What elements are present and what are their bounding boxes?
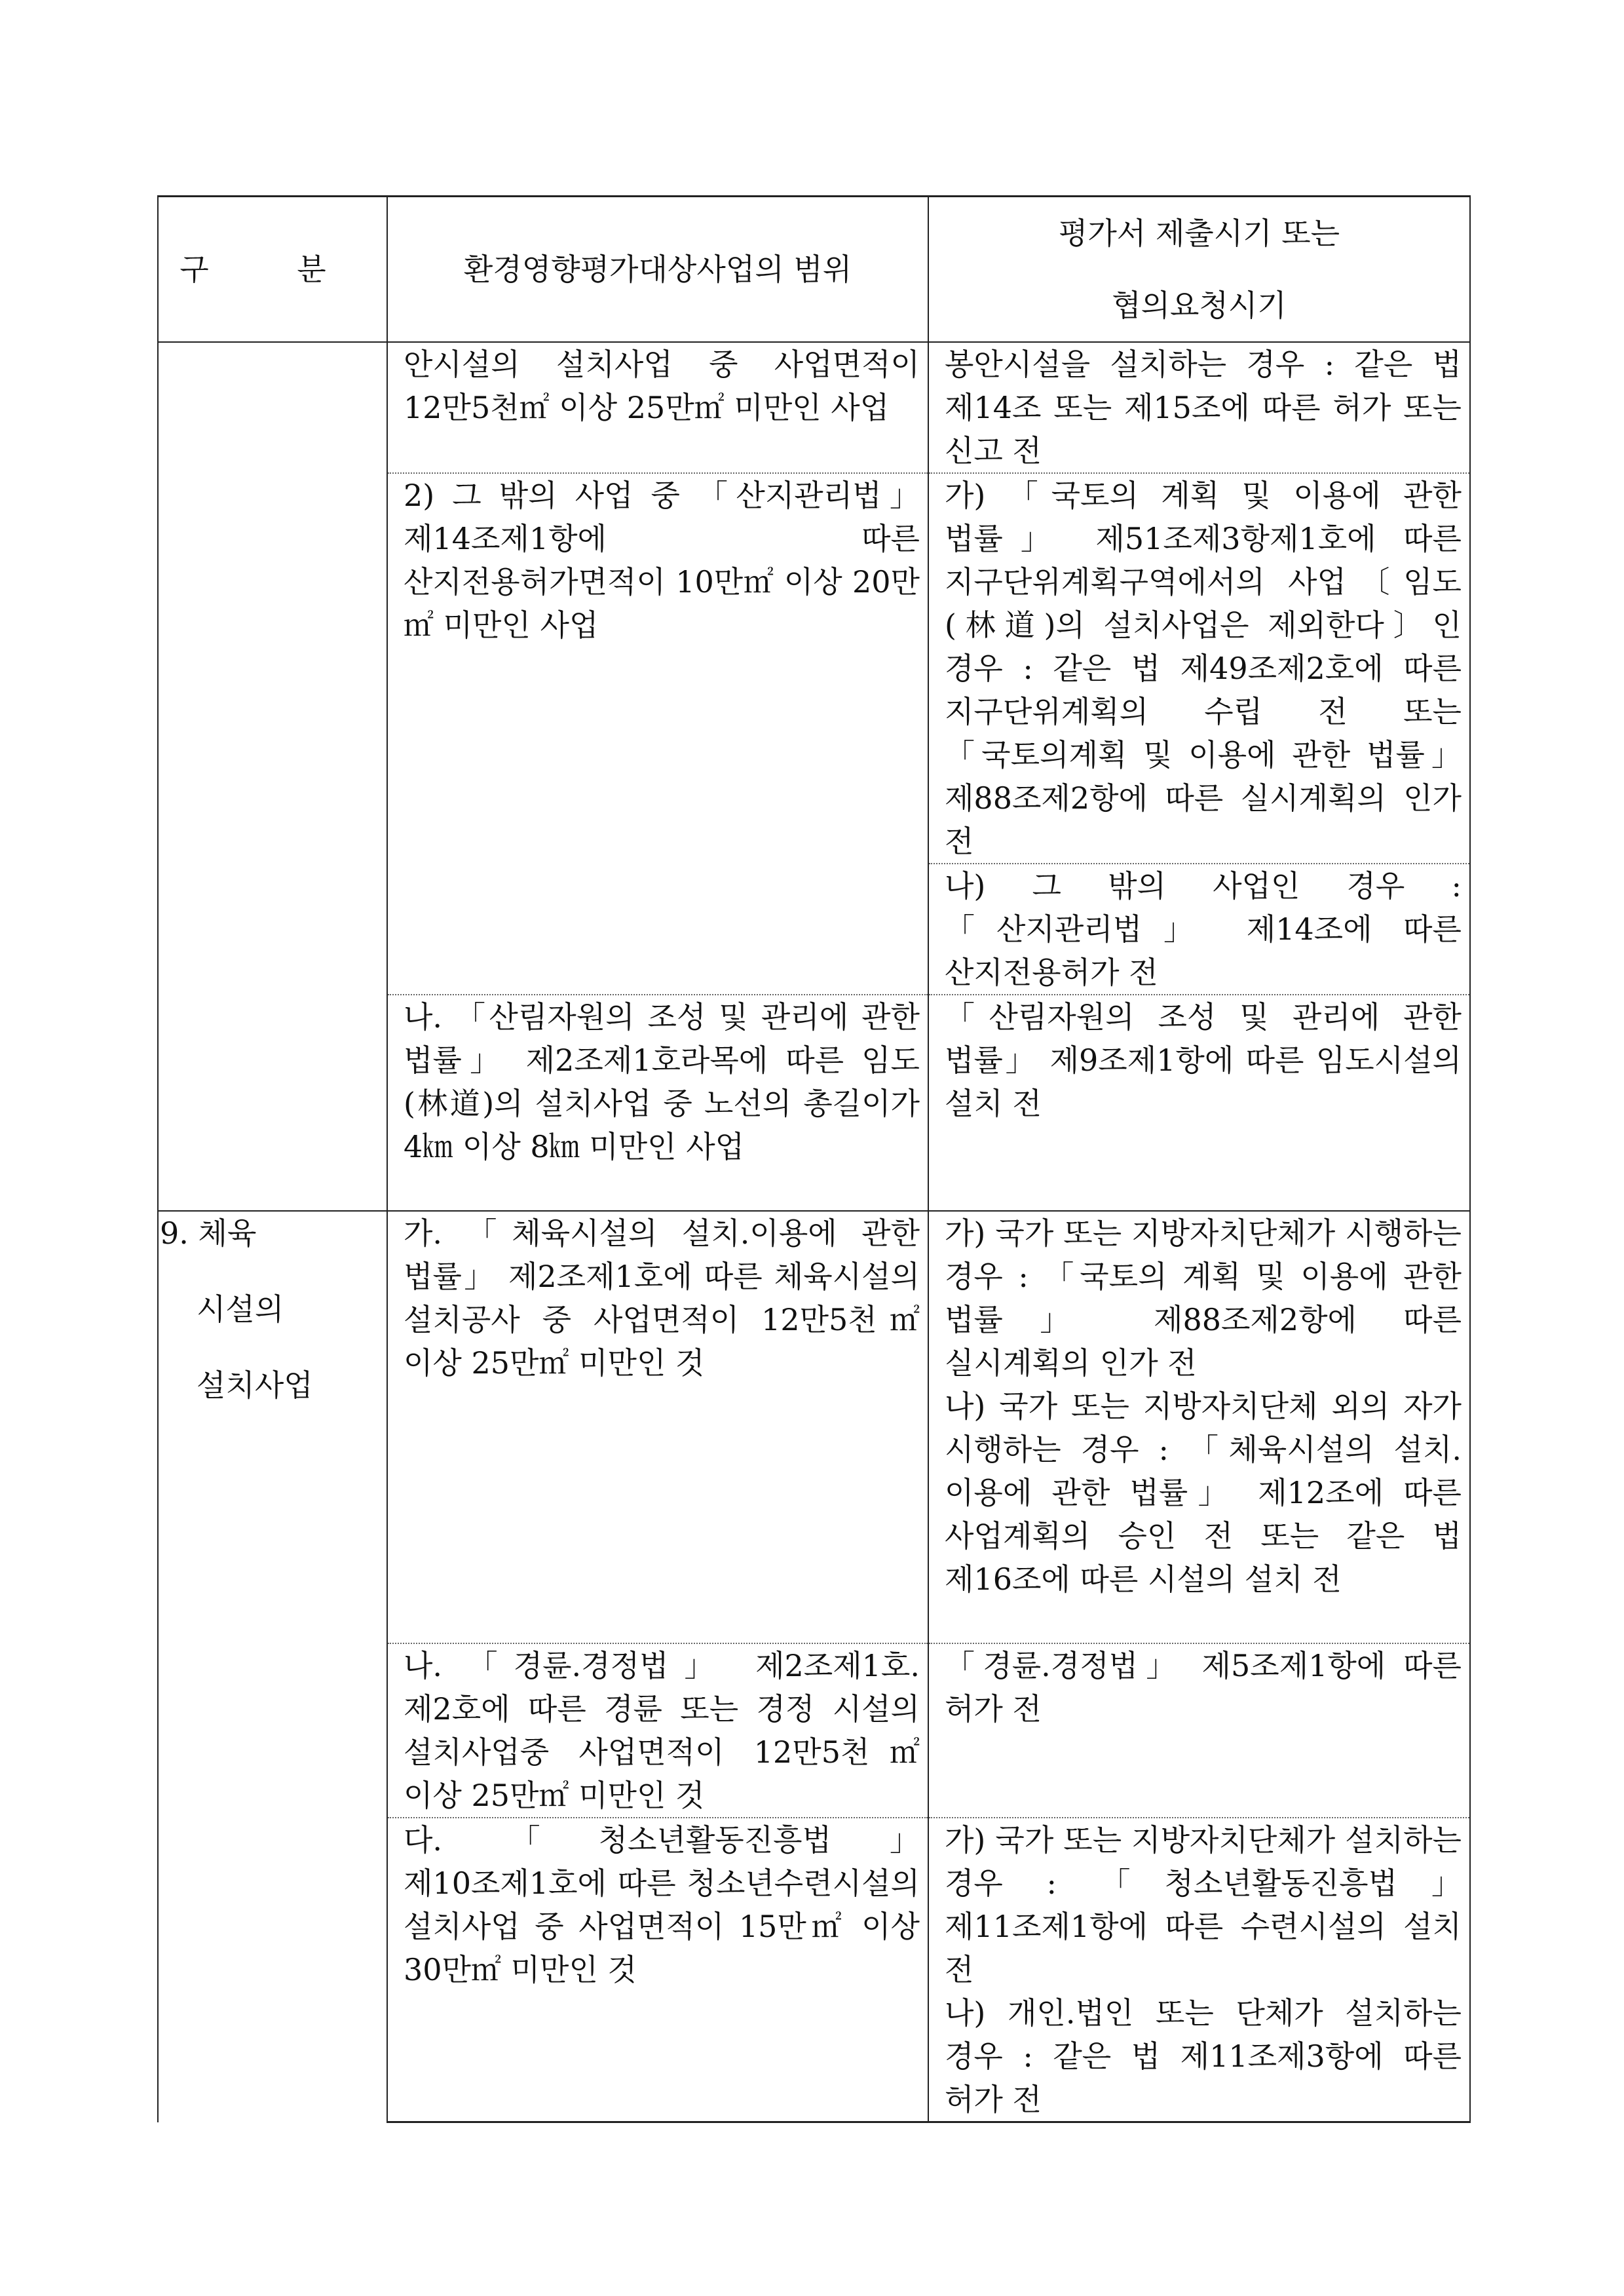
timing-item: 가) 국가 또는 지방자치단체가 설치하는 경우 : 「청소년활동진흥법」 제11조제1항에 따른 수련시설의 설치 전 (945, 1822, 1462, 1987)
scope-cell: 나. 「산림자원의 조성 및 관리에 관한 법률」 제2조제1호라목에 따른 임도(林道)의 설치사업 중 노선의 총길이가 4㎞ 이상 8㎞ 미만인 사업 (387, 995, 928, 1211)
timing-cell: 가) 「국토의 계획 및 이용에 관한 법률」 제51조제3항제1호에 따른 지구단위계획구역에서의 사업〔임도(林道)의 설치사업은 제외한다〕인 경우 : 같은 법 제49조제2호에 따른 지구단위계획의 수립 전 또는 「국토의계획 및 이용에 관한 법률」 제88조제2항에 따른 실시계획의 인가 전 (928, 473, 1470, 864)
table-row (158, 342, 1470, 473)
category-line: 9. 체육 (160, 1215, 257, 1251)
header-timing (928, 197, 1470, 343)
table-row (158, 1211, 1470, 1643)
scope-cell: 2) 그 밖의 사업 중 「산지관리법」 제14조제1항에 따른 산지전용허가면적이 10만㎡ 이상 20만㎡ 미만인 사업 (387, 473, 928, 995)
header-scope (387, 197, 928, 343)
timing-cell: 봉안시설을 설치하는 경우 : 같은 법 제14조 또는 제15조에 따른 허가 또는 신고 전 (928, 342, 1470, 473)
category-cell-empty (158, 342, 387, 1211)
timing-item: 나) 개인.법인 또는 단체가 설치하는 경우 : 같은 법 제11조제3항에 따른 허가 전 (945, 1995, 1462, 2117)
environmental-assessment-table (157, 195, 1471, 2123)
scope-cell: 가. 「체육시설의 설치.이용에 관한 법률」 제2조제1호에 따른 체육시설의 설치공사 중 사업면적이 12만5천㎡ 이상 25만㎡ 미만인 것 (387, 1211, 928, 1643)
timing-cell: 「산림자원의 조성 및 관리에 관한 법률」 제9조제1항에 따른 임도시설의 설치 전 (928, 995, 1470, 1211)
category-cell (158, 1211, 387, 2122)
timing-cell: 나) 그 밖의 사업인 경우 : 「산지관리법」 제14조에 따른 산지전용허가 전 (928, 864, 1470, 995)
timing-cell (928, 1818, 1470, 2122)
category-line: 설치사업 (197, 1368, 313, 1403)
timing-cell (928, 1211, 1470, 1643)
timing-item: 가) 국가 또는 지방자치단체가 시행하는 경우 : 「국토의 계획 및 이용에 관한 법률」 제88조제2항에 따른 실시계획의 인가 전 (945, 1215, 1462, 1381)
header-category (158, 197, 387, 343)
timing-cell: 「경륜.경정법」 제5조제1항에 따른 허가 전 (928, 1643, 1470, 1818)
category-line: 시설의 (197, 1292, 284, 1327)
header-timing-line2: 협의요청시기 (1112, 288, 1287, 323)
scope-cell: 안시설의 설치사업 중 사업면적이 12만5천㎡ 이상 25만㎡ 미만인 사업 (387, 342, 928, 473)
timing-item: 나) 국가 또는 지방자치단체 외의 자가 시행하는 경우 : 「체육시설의 설치.이용에 관한 법률」 제12조에 따른 사업계획의 승인 전 또는 같은 법 제16조에 따른 시설의 설치 전 (945, 1388, 1462, 1597)
scope-cell: 나. 「경륜.경정법」 제2조제1호.제2호에 따른 경륜 또는 경정 시설의 설치사업중 사업면적이 12만5천㎡ 이상 25만㎡ 미만인 것 (387, 1643, 928, 1818)
header-timing-line1: 평가서 제출시기 또는 (1058, 216, 1340, 251)
scope-cell: 다. 「청소년활동진흥법」 제10조제1호에 따른 청소년수련시설의 설치사업 중 사업면적이 15만㎡ 이상 30만㎡ 미만인 것 (387, 1818, 928, 2122)
header-category-label: 구 분 (179, 252, 366, 287)
header-scope-label: 환경영향평가대상사업의 범위 (463, 252, 852, 287)
table-header-row (158, 197, 1470, 343)
